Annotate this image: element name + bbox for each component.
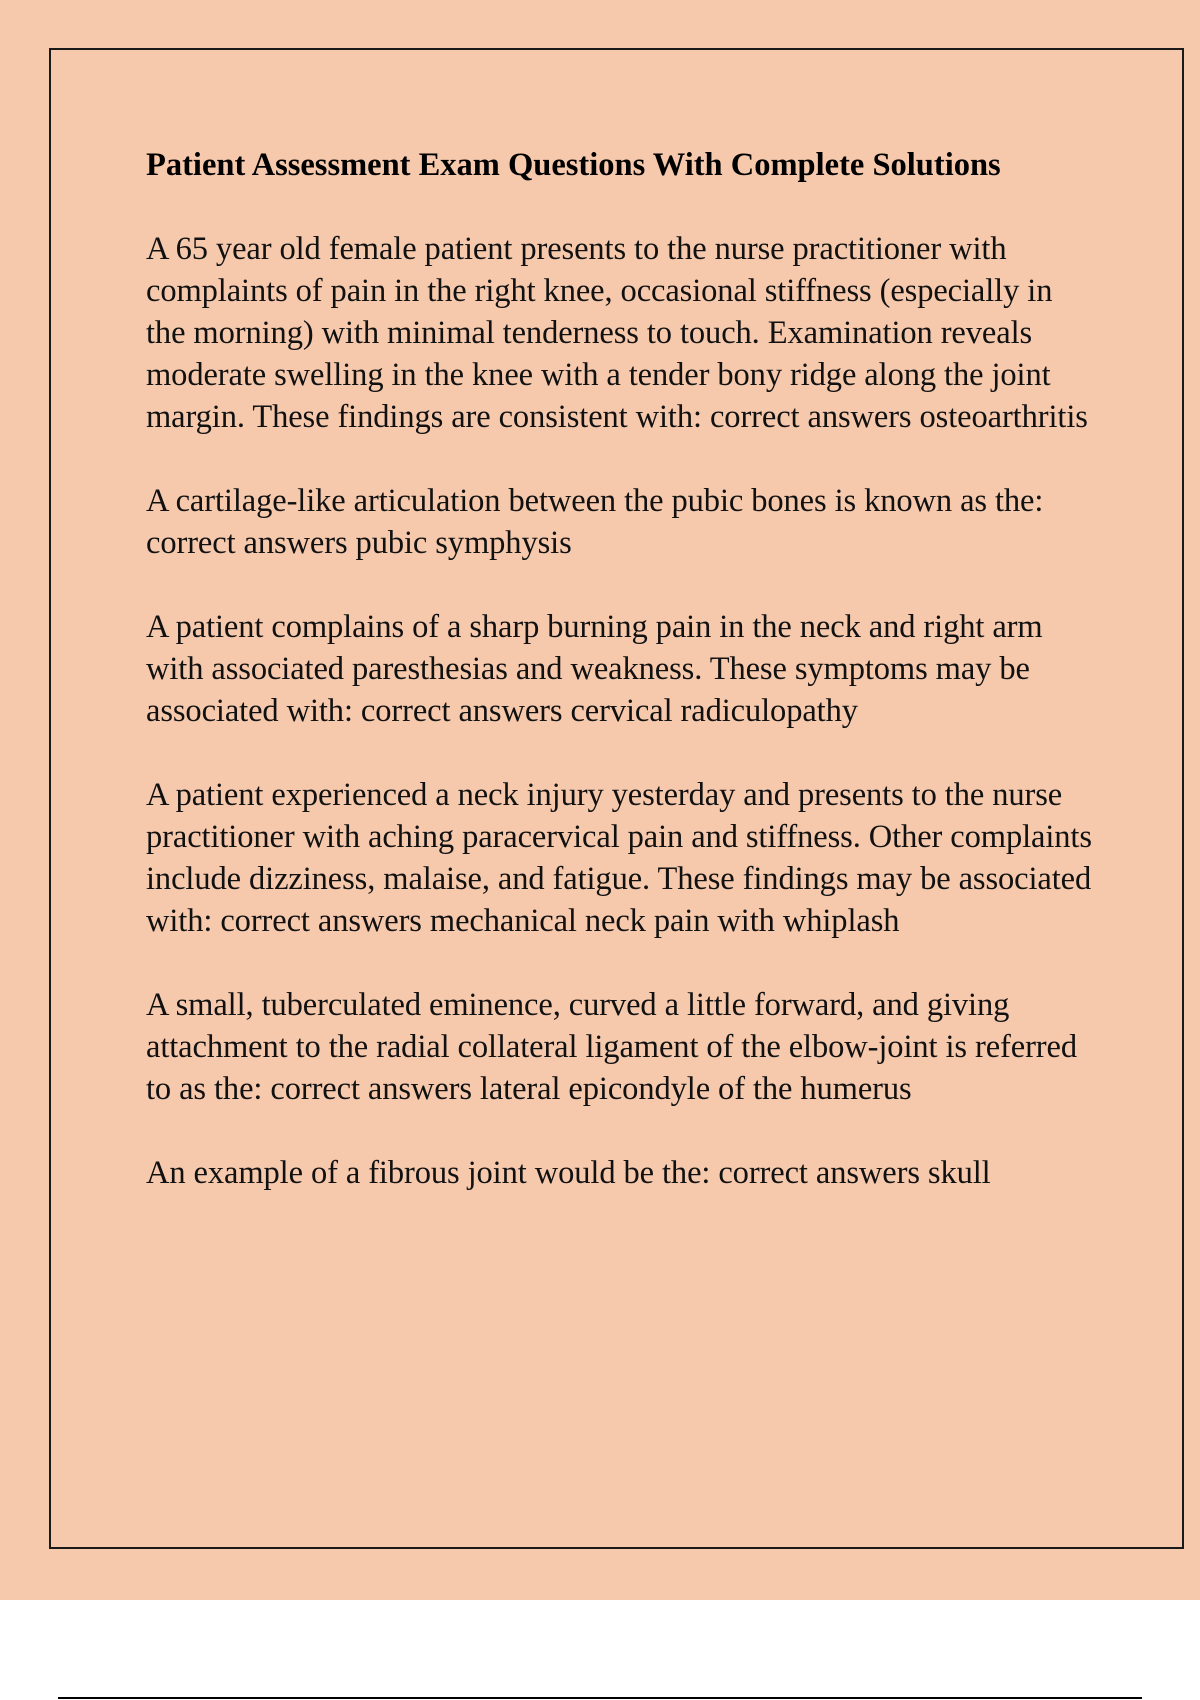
answer-text: pubic symphysis xyxy=(355,525,572,561)
question-text: A patient experienced a neck injury yesterday and presents to the nurse practitioner with aching paracervical pain and stiffness. Other complaints include dizziness, malaise, and fatigue. These findings may be associated with: xyxy=(146,777,1092,939)
answer-marker: correct answers xyxy=(360,693,563,729)
answer-marker: correct answers xyxy=(709,399,912,435)
answer-text: skull xyxy=(927,1155,991,1191)
qa-item-2 xyxy=(146,480,1096,564)
answer-marker: correct answers xyxy=(270,1071,472,1107)
qa-item-5 xyxy=(146,984,1096,1110)
question-text: A 65 year old female patient presents to the nurse practitioner with complaints of pain in the right knee, occasional stiffness (especially in the morning) with minimal tenderness to touch. Examination reveals moderate swelling in the knee with a tender bony ridge along the joint margin. These findings are consistent with: xyxy=(146,231,1053,435)
answer-marker: correct answers xyxy=(718,1155,920,1191)
document-title: Patient Assessment Exam Questions With Complete Solutions xyxy=(146,147,1001,183)
qa-item-3 xyxy=(146,606,1096,732)
document-content xyxy=(146,144,1096,1194)
answer-text: lateral epicondyle of the humerus xyxy=(479,1071,912,1107)
answer-text: mechanical neck pain with whiplash xyxy=(429,903,900,939)
qa-item-6 xyxy=(146,1152,1096,1194)
question-text: A small, tuberculated eminence, curved a little forward, and giving attachment to the radial collateral ligament of the elbow-joint is referred to as the: xyxy=(146,987,1078,1107)
question-text: A patient complains of a sharp burning pain in the neck and right arm with associated paresthesias and weakness. These symptoms may be associated with: xyxy=(146,609,1043,729)
qa-item-1 xyxy=(146,228,1096,438)
answer-text: cervical radiculopathy xyxy=(570,693,858,729)
question-text: A cartilage-like articulation between the pubic bones is known as the: xyxy=(146,483,1044,519)
answer-marker: correct answers xyxy=(146,525,348,561)
answer-text: osteoarthritis xyxy=(919,399,1088,435)
footer-rule xyxy=(58,1697,1142,1699)
qa-item-4 xyxy=(146,774,1096,942)
answer-marker: correct answers xyxy=(220,903,422,939)
question-text: An example of a fibrous joint would be the: xyxy=(146,1155,711,1191)
